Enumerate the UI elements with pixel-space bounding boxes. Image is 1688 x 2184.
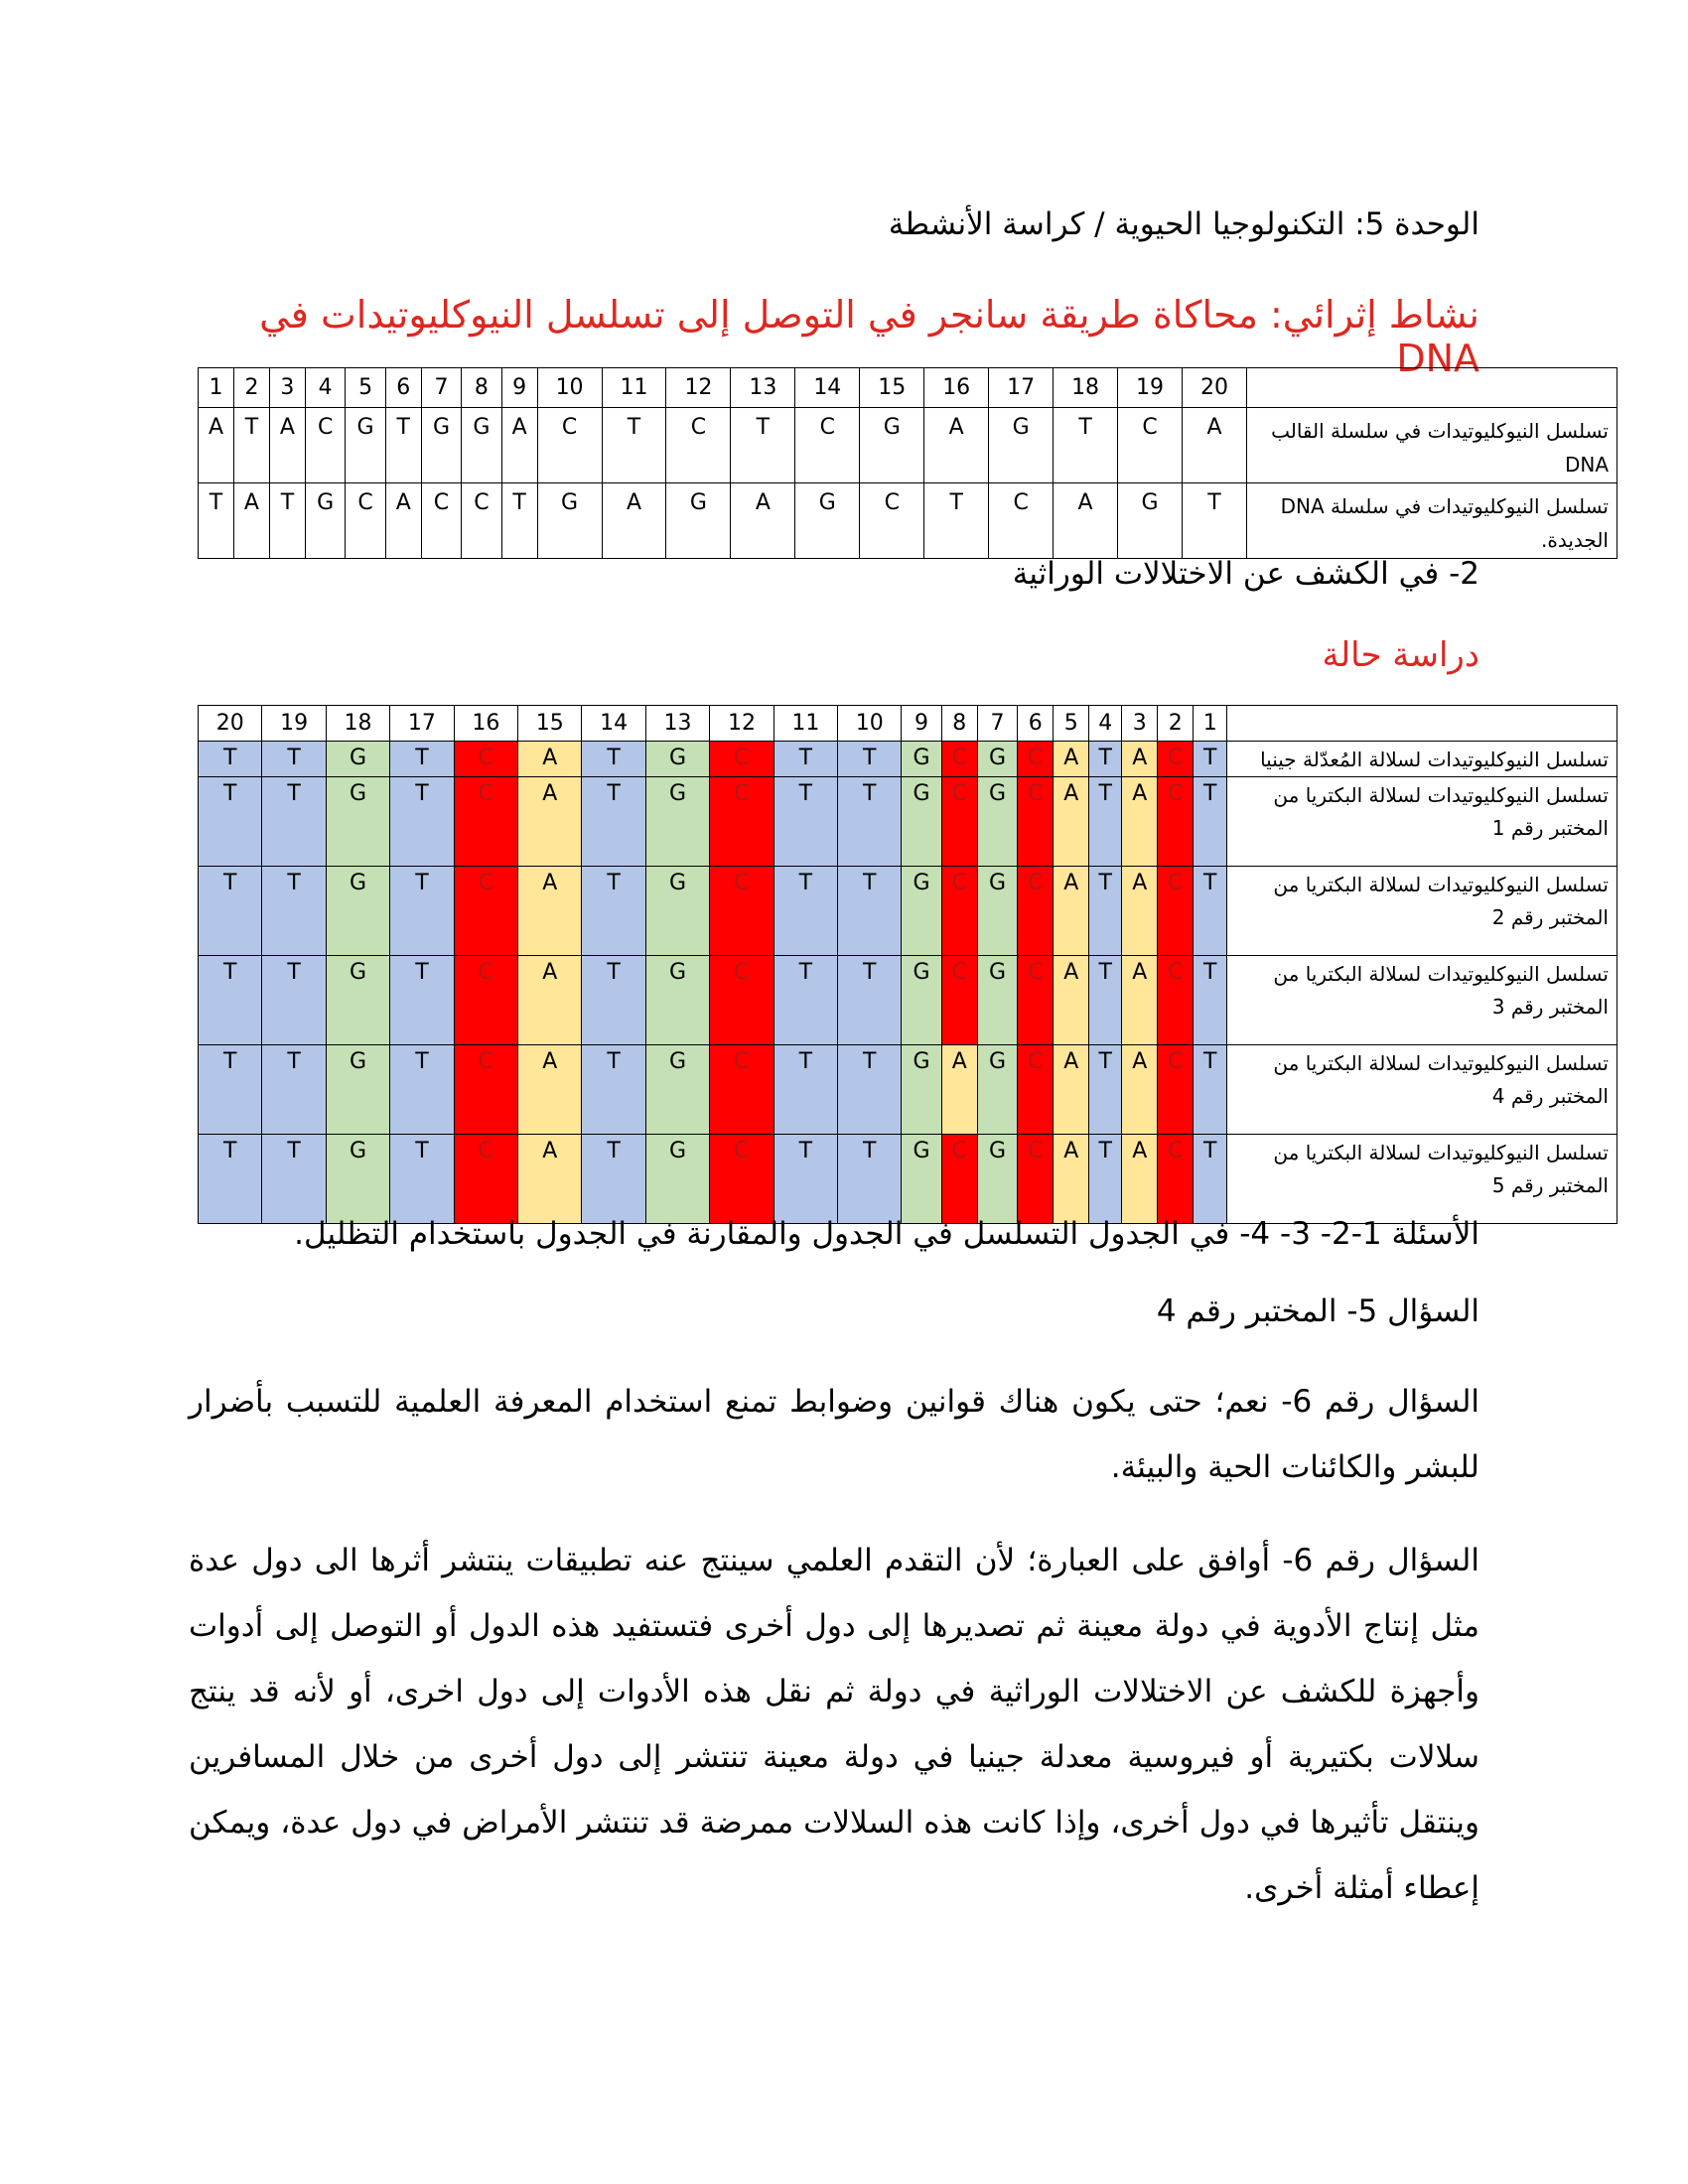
nucleotide-cell: T [1089,956,1122,1045]
nucleotide-cell: G [326,1045,389,1135]
nucleotide-cell: C [1158,742,1194,777]
sanger-table [198,367,1618,559]
answer-question-6b: السؤال رقم 6- أوافق على العبارة؛ لأن التقدم العلمي سينتج عنه تطبيقات ينتشر أثرها الى دول عدة مثل إنتاج الأدوية في دولة معينة ثم تصديرها إلى دول أخرى فتستفيد هذه الدول أو التوصل إلى أدوات وأجهزة للكشف عن الاختلالات الوراثية في دولة ثم نقل هذه الأدوات إلى دول اخرى، أو لأنه قد ينتج سلالات بكتيرية أو فيروسية معدلة جينيا في دولة معينة تنتشر إلى دول أخرى من خلال المسافرين وينتقل تأثيرها في دول أخرى، وإذا كانت هذه السلالات ممرضة قد تنتشر الأمراض في دول عدة، ويمكن إعطاء أمثلة أخرى. [189,1543,1479,1906]
table-header-row [199,706,1618,742]
nucleotide-cell: A [1054,1135,1089,1224]
nucleotide-cell: C [462,483,501,559]
nucleotide-cell: A [385,483,421,559]
nucleotide-cell: C [1158,956,1194,1045]
nucleotide-cell: C [1018,956,1054,1045]
nucleotide-cell: G [902,1135,941,1224]
nucleotide-cell: C [1018,1135,1054,1224]
nucleotide-cell: A [1122,1045,1158,1135]
nucleotide-cell: T [1194,867,1227,956]
nucleotide-cell: C [1158,1045,1194,1135]
column-number: 19 [262,706,326,742]
nucleotide-cell: T [774,742,837,777]
column-number: 3 [1122,706,1158,742]
column-number: 11 [774,706,837,742]
row-label: تسلسل النيوكليوتيدات لسلالة البكتريا من المختبر رقم 3 [1227,956,1618,1045]
case-study-table [198,705,1618,1224]
nucleotide-cell: G [977,1045,1017,1135]
nucleotide-cell: C [454,1045,517,1135]
column-number: 7 [421,368,461,408]
nucleotide-cell: T [390,742,454,777]
nucleotide-cell: G [326,867,389,956]
nucleotide-cell: C [710,1135,774,1224]
nucleotide-cell: G [645,956,709,1045]
column-number: 6 [1018,706,1054,742]
nucleotide-cell: G [860,408,924,483]
nucleotide-cell: C [421,483,461,559]
nucleotide-cell: C [1018,742,1054,777]
column-number: 17 [390,706,454,742]
nucleotide-cell: T [582,777,645,867]
table-row [199,483,1618,559]
nucleotide-cell: A [518,777,582,867]
nucleotide-cell: T [390,1135,454,1224]
nucleotide-cell: A [233,483,269,559]
answers-section [189,1216,1479,1921]
column-number: 19 [1118,368,1183,408]
nucleotide-cell: A [1122,956,1158,1045]
nucleotide-cell: A [269,408,305,483]
column-number: 4 [1089,706,1122,742]
row-label: تسلسل النيوكليوتيدات لسلالة البكتريا من المختبر رقم 5 [1227,1135,1618,1224]
column-number: 5 [1054,706,1089,742]
column-number: 14 [582,706,645,742]
nucleotide-cell: C [989,483,1054,559]
answer-question-5: السؤال 5- المختبر رقم 4 [1156,1294,1479,1329]
nucleotide-cell: G [977,742,1017,777]
nucleotide-cell: A [1122,1135,1158,1224]
nucleotide-cell: T [262,867,326,956]
nucleotide-cell: G [326,956,389,1045]
nucleotide-cell: T [1194,1045,1227,1135]
nucleotide-cell: C [666,408,731,483]
nucleotide-cell: C [710,956,774,1045]
column-number: 2 [1158,706,1194,742]
nucleotide-cell: G [902,867,941,956]
nucleotide-cell: T [199,1135,262,1224]
column-number: 20 [1182,368,1246,408]
column-number: 3 [269,368,305,408]
nucleotide-cell: A [1054,483,1118,559]
nucleotide-cell: T [838,956,902,1045]
nucleotide-cell: G [326,777,389,867]
nucleotide-cell: T [1089,1045,1122,1135]
nucleotide-cell: T [501,483,537,559]
column-number: 14 [795,368,860,408]
column-number: 8 [941,706,977,742]
nucleotide-cell: A [924,408,989,483]
nucleotide-cell: T [1194,1135,1227,1224]
nucleotide-cell: A [731,483,795,559]
column-number: 11 [602,368,666,408]
nucleotide-cell: C [1018,867,1054,956]
nucleotide-cell: G [977,1135,1017,1224]
nucleotide-cell: T [838,867,902,956]
nucleotide-cell: A [1054,867,1089,956]
nucleotide-cell: T [774,1045,837,1135]
nucleotide-cell: C [454,867,517,956]
nucleotide-cell: G [977,956,1017,1045]
nucleotide-cell: G [645,742,709,777]
case-study-title: دراسة حالة [1322,635,1479,675]
nucleotide-cell: T [582,1045,645,1135]
nucleotide-cell: T [582,956,645,1045]
label-header [1227,706,1618,742]
nucleotide-cell: T [1054,408,1118,483]
nucleotide-cell: T [1089,1135,1122,1224]
column-number: 20 [199,706,262,742]
column-number: 18 [1054,368,1118,408]
nucleotide-cell: G [902,956,941,1045]
nucleotide-cell: T [838,1045,902,1135]
nucleotide-cell: T [774,1135,837,1224]
activity-title: نشاط إثرائي: محاكاة طريقة سانجر في التوصل إلى تسلسل النيوكليوتيدات في DNA [259,293,1479,380]
nucleotide-cell: C [1158,867,1194,956]
nucleotide-cell: G [346,408,385,483]
column-number: 2 [233,368,269,408]
nucleotide-cell: T [390,1045,454,1135]
column-number: 13 [645,706,709,742]
nucleotide-cell: T [774,956,837,1045]
nucleotide-cell: C [710,777,774,867]
nucleotide-cell: G [902,777,941,867]
column-number: 9 [902,706,941,742]
nucleotide-cell: C [941,867,977,956]
nucleotide-cell: T [262,956,326,1045]
nucleotide-cell: T [269,483,305,559]
table-header-row [199,368,1618,408]
nucleotide-cell: C [346,483,385,559]
table-row [199,408,1618,483]
nucleotide-cell: A [501,408,537,483]
column-number: 9 [501,368,537,408]
nucleotide-cell: T [262,742,326,777]
nucleotide-cell: C [941,956,977,1045]
column-number: 15 [860,368,924,408]
nucleotide-cell: T [924,483,989,559]
nucleotide-cell: G [977,777,1017,867]
column-number: 1 [1194,706,1227,742]
nucleotide-cell: T [390,956,454,1045]
nucleotide-cell: C [941,1135,977,1224]
nucleotide-cell: T [1182,483,1246,559]
nucleotide-cell: T [1194,956,1227,1045]
nucleotide-cell: G [645,1135,709,1224]
table-row [199,777,1618,867]
nucleotide-cell: C [1118,408,1183,483]
nucleotide-cell: T [1194,742,1227,777]
nucleotide-cell: T [602,408,666,483]
nucleotide-cell: C [710,742,774,777]
column-number: 12 [710,706,774,742]
nucleotide-cell: G [421,408,461,483]
nucleotide-cell: C [454,742,517,777]
column-number: 1 [199,368,234,408]
row-label: تسلسل النيوكليوتيدات في سلسلة DNA الجديدة. [1247,483,1618,559]
nucleotide-cell: G [305,483,345,559]
row-label: تسلسل النيوكليوتيدات لسلالة البكتريا من المختبر رقم 1 [1227,777,1618,867]
nucleotide-cell: A [1182,408,1246,483]
column-number: 16 [454,706,517,742]
nucleotide-cell: T [262,1045,326,1135]
nucleotide-cell: T [199,956,262,1045]
nucleotide-cell: G [645,867,709,956]
nucleotide-cell: A [518,956,582,1045]
column-number: 6 [385,368,421,408]
nucleotide-cell: C [795,408,860,483]
nucleotide-cell: C [1018,777,1054,867]
nucleotide-cell: C [454,1135,517,1224]
nucleotide-cell: C [1018,1045,1054,1135]
column-number: 7 [977,706,1017,742]
nucleotide-cell: C [454,956,517,1045]
nucleotide-cell: G [645,1045,709,1135]
nucleotide-cell: C [537,408,602,483]
row-label: تسلسل النيوكليوتيدات لسلالة البكتريا من المختبر رقم 2 [1227,867,1618,956]
section-title: 2- في الكشف عن الاختلالات الوراثية [1012,556,1479,592]
nucleotide-cell: C [710,1045,774,1135]
nucleotide-cell: G [666,483,731,559]
row-label: تسلسل النيوكليوتيدات لسلالة المُعدّلة جينيا [1227,742,1618,777]
nucleotide-cell: T [390,777,454,867]
table-row [199,1135,1618,1224]
nucleotide-cell: G [326,1135,389,1224]
answer-question-6a: السؤال رقم 6- نعم؛ حتى يكون هناك قوانين وضوابط تمنع استخدام المعرفة العلمية للتسبب بأضرار للبشر والكائنات الحية والبيئة. [189,1384,1479,1485]
nucleotide-cell: G [537,483,602,559]
nucleotide-cell: T [731,408,795,483]
nucleotide-cell: A [1054,1045,1089,1135]
nucleotide-cell: A [518,1045,582,1135]
column-number: 4 [305,368,345,408]
nucleotide-cell: T [582,867,645,956]
nucleotide-cell: G [1118,483,1183,559]
nucleotide-cell: T [838,742,902,777]
column-number: 8 [462,368,501,408]
nucleotide-cell: T [1089,742,1122,777]
nucleotide-cell: A [518,742,582,777]
nucleotide-cell: T [774,867,837,956]
nucleotide-cell: T [233,408,269,483]
nucleotide-cell: A [1054,956,1089,1045]
nucleotide-cell: A [518,1135,582,1224]
column-number: 12 [666,368,731,408]
nucleotide-cell: A [518,867,582,956]
nucleotide-cell: T [838,1135,902,1224]
column-number: 16 [924,368,989,408]
nucleotide-cell: C [941,777,977,867]
nucleotide-cell: A [1054,777,1089,867]
nucleotide-cell: T [385,408,421,483]
nucleotide-cell: C [1158,777,1194,867]
nucleotide-cell: T [199,867,262,956]
nucleotide-cell: C [305,408,345,483]
table-row [199,956,1618,1045]
nucleotide-cell: T [199,777,262,867]
table-row [199,742,1618,777]
column-number: 18 [326,706,389,742]
nucleotide-cell: T [582,742,645,777]
nucleotide-cell: T [199,483,234,559]
nucleotide-cell: T [262,777,326,867]
nucleotide-cell: C [941,742,977,777]
nucleotide-cell: A [941,1045,977,1135]
nucleotide-cell: G [977,867,1017,956]
nucleotide-cell: T [838,777,902,867]
nucleotide-cell: A [1122,867,1158,956]
column-number: 10 [537,368,602,408]
nucleotide-cell: G [795,483,860,559]
table-row [199,1045,1618,1135]
nucleotide-cell: T [774,777,837,867]
nucleotide-cell: G [645,777,709,867]
nucleotide-cell: G [902,742,941,777]
answer-questions-1-4: الأسئلة 1-2- 3- 4- في الجدول التسلسل في الجدول والمقارنة في الجدول باستخدام التظليل. [294,1216,1479,1252]
nucleotide-cell: G [902,1045,941,1135]
unit-header: الوحدة 5: التكنولوجيا الحيوية / كراسة الأنشطة [888,206,1479,242]
nucleotide-cell: T [390,867,454,956]
nucleotide-cell: C [1158,1135,1194,1224]
nucleotide-cell: A [1054,742,1089,777]
nucleotide-cell: G [989,408,1054,483]
nucleotide-cell: T [199,1045,262,1135]
column-number: 13 [731,368,795,408]
nucleotide-cell: G [462,408,501,483]
nucleotide-cell: T [262,1135,326,1224]
nucleotide-cell: T [1194,777,1227,867]
column-number: 15 [518,706,582,742]
nucleotide-cell: C [860,483,924,559]
row-label: تسلسل النيوكليوتيدات لسلالة البكتريا من المختبر رقم 4 [1227,1045,1618,1135]
row-label: تسلسل النيوكليوتيدات في سلسلة القالب DNA [1247,408,1618,483]
nucleotide-cell: G [326,742,389,777]
nucleotide-cell: T [1089,867,1122,956]
nucleotide-cell: A [602,483,666,559]
nucleotide-cell: C [710,867,774,956]
nucleotide-cell: T [1089,777,1122,867]
nucleotide-cell: A [199,408,234,483]
nucleotide-cell: T [582,1135,645,1224]
column-number: 5 [346,368,385,408]
column-number: 10 [838,706,902,742]
nucleotide-cell: C [454,777,517,867]
nucleotide-cell: T [199,742,262,777]
label-header [1247,368,1618,408]
table-row [199,867,1618,956]
nucleotide-cell: A [1122,777,1158,867]
nucleotide-cell: A [1122,742,1158,777]
column-number: 17 [989,368,1054,408]
